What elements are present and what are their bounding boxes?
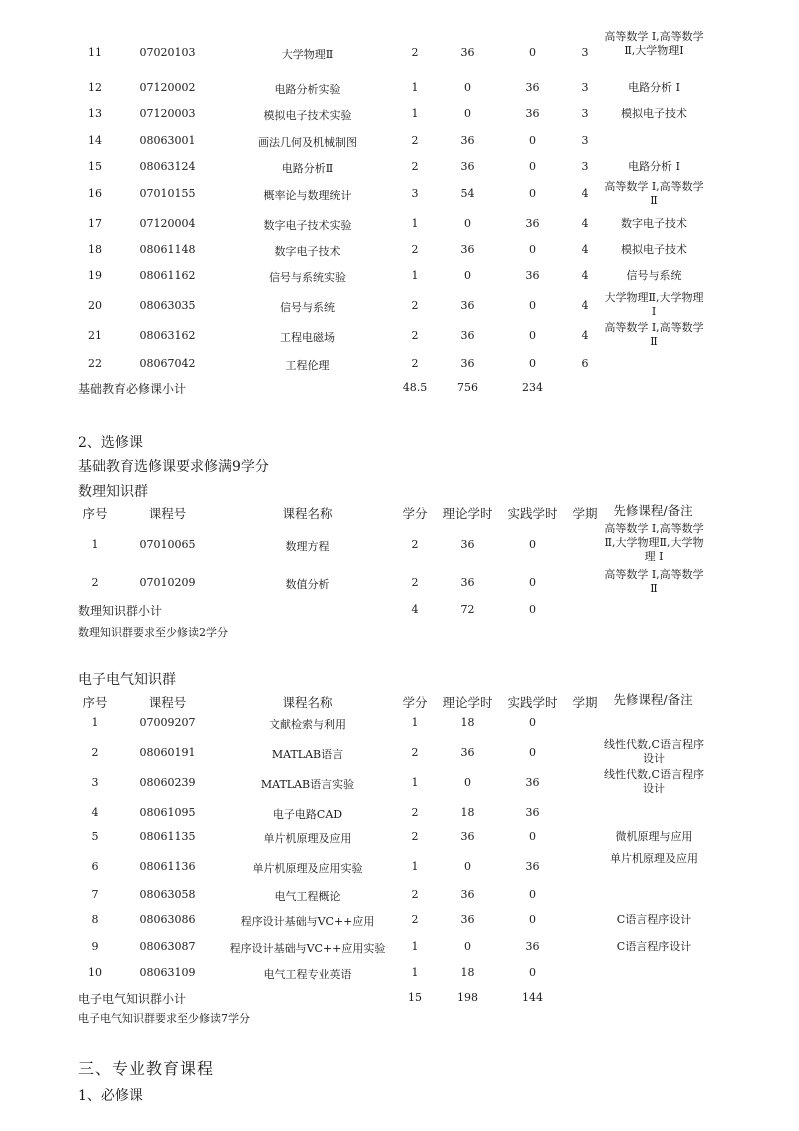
cell-code: 08063087 (139, 940, 196, 953)
cell-no: 16 (88, 187, 102, 200)
subtotal-credit: 4 (411, 603, 419, 616)
cell-theory: 36 (460, 329, 475, 342)
cell-name: 电路分析Ⅱ (281, 162, 334, 175)
cell-name: 信号与系统实验 (269, 271, 346, 284)
cell-no: 18 (88, 243, 102, 256)
subtotal-practice: 0 (529, 603, 536, 616)
cell-practice: 36 (525, 107, 540, 120)
col-semester: 学期 (572, 695, 598, 710)
cell-code: 08063086 (139, 913, 196, 926)
cell-prereq: 大学物理Ⅱ,大学物理 Ⅰ (604, 291, 704, 318)
col-code: 课程号 (148, 695, 187, 710)
cell-semester: 4 (581, 269, 589, 282)
cell-credit: 1 (411, 716, 419, 729)
cell-name: 工程伦理 (285, 359, 330, 372)
cell-practice: 0 (529, 187, 536, 200)
cell-no: 6 (91, 860, 99, 873)
cell-theory: 0 (464, 940, 471, 953)
elective-heading: 2、选修课 (78, 435, 143, 451)
cell-practice: 0 (529, 299, 536, 312)
cell-code: 07120004 (139, 217, 196, 230)
cell-no: 1 (91, 716, 99, 729)
cell-theory: 18 (460, 806, 475, 819)
cell-no: 10 (88, 966, 102, 979)
cell-prereq: 单片机原理及应用 (610, 852, 698, 865)
cell-credit: 1 (411, 81, 419, 94)
cell-practice: 0 (529, 243, 536, 256)
cell-prereq: 电路分析 Ⅰ (628, 81, 680, 94)
cell-theory: 0 (464, 776, 471, 789)
cell-no: 9 (91, 940, 99, 953)
cell-theory: 0 (464, 81, 471, 94)
cell-name: 大学物理Ⅱ (281, 48, 334, 61)
cell-practice: 0 (529, 357, 536, 370)
cell-credit: 2 (411, 830, 419, 843)
cell-name: MATLAB语言 (271, 748, 344, 761)
cell-code: 08063109 (139, 966, 196, 979)
col-code: 课程号 (148, 506, 187, 521)
cell-name: 概率论与数理统计 (263, 189, 352, 202)
cell-semester: 4 (581, 329, 589, 342)
cell-theory: 36 (460, 160, 475, 173)
cell-prereq: C语言程序设计 (616, 913, 692, 926)
required-subtotal-label: 基础教育必修课小计 (78, 382, 187, 396)
cell-practice: 36 (525, 776, 540, 789)
cell-theory: 18 (460, 716, 475, 729)
cell-no: 11 (88, 46, 102, 59)
cell-code: 07009207 (139, 716, 196, 729)
cell-prereq: 线性代数,C语言程序设计 (604, 738, 704, 765)
cell-code: 08060191 (139, 746, 196, 759)
cell-no: 12 (88, 81, 102, 94)
cell-code: 08061135 (139, 830, 196, 843)
cell-credit: 1 (411, 966, 419, 979)
cell-practice: 0 (529, 329, 536, 342)
col-semester: 学期 (572, 506, 598, 521)
cell-code: 08061148 (139, 243, 196, 256)
cell-name: 画法几何及机械制图 (258, 136, 357, 149)
col-no: 序号 (82, 695, 108, 710)
col-name: 课程名称 (282, 506, 333, 521)
cell-name: 数字电子技术 (274, 245, 341, 258)
cell-semester: 3 (581, 160, 589, 173)
cell-prereq: 高等数学 Ⅰ,高等数学Ⅱ,大学物理Ⅰ (604, 30, 704, 57)
cell-no: 15 (88, 160, 102, 173)
cell-practice: 36 (525, 269, 540, 282)
math-group-title: 数理知识群 (78, 484, 148, 500)
cell-semester: 4 (581, 243, 589, 256)
cell-prereq: C语言程序设计 (616, 940, 692, 953)
cell-credit: 2 (411, 329, 419, 342)
cell-semester: 6 (581, 357, 589, 370)
cell-prereq: 高等数学 Ⅰ,高等数学Ⅱ (604, 180, 704, 207)
cell-credit: 2 (411, 888, 419, 901)
cell-practice: 0 (529, 134, 536, 147)
cell-prereq: 信号与系统 (626, 269, 682, 282)
cell-no: 2 (91, 576, 99, 589)
cell-no: 2 (91, 746, 99, 759)
cell-name: 文献检索与利用 (269, 718, 346, 731)
ee-subtotal-label: 电子电气知识群小计 (78, 992, 187, 1006)
cell-name: 电路分析实验 (274, 83, 341, 96)
cell-theory: 36 (460, 134, 475, 147)
cell-prereq: 电路分析 Ⅰ (628, 160, 680, 173)
cell-practice: 36 (525, 806, 540, 819)
cell-name: 模拟电子技术实验 (263, 109, 352, 122)
subtotal-credit: 15 (408, 991, 422, 1004)
cell-name: 信号与系统 (280, 301, 335, 314)
cell-theory: 0 (464, 107, 471, 120)
cell-no: 21 (88, 329, 102, 342)
col-theory: 理论学时 (442, 695, 493, 710)
cell-prereq: 高等数学 Ⅰ,高等数学Ⅱ,大学物理Ⅱ,大学物理 Ⅰ (604, 522, 704, 563)
cell-practice: 0 (529, 966, 536, 979)
subtotal-credit: 48.5 (402, 381, 428, 394)
cell-practice: 0 (529, 538, 536, 551)
cell-code: 07120003 (139, 107, 196, 120)
cell-name: 单片机原理及应用实验 (252, 862, 363, 875)
cell-code: 08067042 (139, 357, 196, 370)
subtotal-practice: 144 (522, 991, 543, 1004)
cell-credit: 2 (411, 134, 419, 147)
cell-theory: 36 (460, 913, 475, 926)
cell-name: 电子电路CAD (272, 808, 343, 821)
cell-code: 08063035 (139, 299, 196, 312)
elective-requirement: 基础教育选修课要求修满9学分 (78, 459, 269, 475)
cell-credit: 1 (411, 860, 419, 873)
cell-credit: 1 (411, 776, 419, 789)
cell-no: 4 (91, 806, 99, 819)
cell-theory: 0 (464, 217, 471, 230)
cell-practice: 0 (529, 46, 536, 59)
cell-semester: 3 (581, 107, 589, 120)
col-name: 课程名称 (282, 695, 333, 710)
cell-no: 19 (88, 269, 102, 282)
cell-theory: 36 (460, 830, 475, 843)
cell-code: 07010065 (139, 538, 196, 551)
cell-prereq: 高等数学 Ⅰ,高等数学Ⅱ (604, 321, 704, 348)
cell-practice: 0 (529, 830, 536, 843)
cell-semester: 3 (581, 134, 589, 147)
col-theory: 理论学时 (442, 506, 493, 521)
cell-code: 08060239 (139, 776, 196, 789)
cell-no: 22 (88, 357, 102, 370)
col-credit: 学分 (402, 695, 428, 710)
subtotal-practice: 234 (522, 381, 543, 394)
math-group-note: 数理知识群要求至少修读2学分 (78, 626, 228, 639)
cell-code: 08061095 (139, 806, 196, 819)
col-no: 序号 (82, 506, 108, 521)
col-practice: 实践学时 (507, 695, 558, 710)
math-subtotal-label: 数理知识群小计 (78, 604, 163, 618)
cell-credit: 2 (411, 576, 419, 589)
cell-code: 07020103 (139, 46, 196, 59)
cell-no: 13 (88, 107, 102, 120)
cell-name: 电气工程专业英语 (263, 968, 352, 981)
cell-credit: 2 (411, 806, 419, 819)
subtotal-theory: 72 (460, 603, 475, 616)
cell-prereq: 高等数学 Ⅰ,高等数学Ⅱ (604, 568, 704, 595)
cell-practice: 0 (529, 576, 536, 589)
cell-no: 3 (91, 776, 99, 789)
cell-no: 14 (88, 134, 102, 147)
ee-group-title: 电子电气知识群 (78, 672, 176, 688)
cell-theory: 36 (460, 538, 475, 551)
cell-name: 电气工程概论 (274, 890, 341, 903)
cell-credit: 1 (411, 269, 419, 282)
cell-practice: 0 (529, 913, 536, 926)
cell-no: 20 (88, 299, 102, 312)
cell-credit: 2 (411, 357, 419, 370)
cell-code: 07010209 (139, 576, 196, 589)
cell-practice: 36 (525, 860, 540, 873)
cell-no: 8 (91, 913, 99, 926)
cell-code: 07120002 (139, 81, 196, 94)
col-practice: 实践学时 (507, 506, 558, 521)
cell-theory: 0 (464, 269, 471, 282)
cell-semester: 3 (581, 46, 589, 59)
cell-theory: 54 (460, 187, 475, 200)
cell-credit: 2 (411, 299, 419, 312)
cell-prereq: 线性代数,C语言程序设计 (604, 768, 704, 795)
ee-group-note: 电子电气知识群要求至少修读7学分 (78, 1012, 250, 1025)
col-prereq: 先修课程/备注 (613, 503, 693, 518)
cell-code: 08061162 (139, 269, 196, 282)
cell-code: 08063058 (139, 888, 196, 901)
cell-credit: 1 (411, 940, 419, 953)
cell-theory: 36 (460, 243, 475, 256)
section3-subheading: 1、必修课 (78, 1088, 143, 1104)
cell-theory: 36 (460, 46, 475, 59)
cell-name: 数值分析 (285, 578, 330, 591)
cell-no: 7 (91, 888, 99, 901)
cell-name: 程序设计基础与VC++应用 (240, 915, 375, 928)
cell-theory: 36 (460, 357, 475, 370)
cell-practice: 36 (525, 940, 540, 953)
cell-theory: 36 (460, 746, 475, 759)
cell-name: 程序设计基础与VC++应用实验 (229, 942, 386, 955)
cell-code: 08063124 (139, 160, 196, 173)
cell-credit: 2 (411, 243, 419, 256)
cell-theory: 18 (460, 966, 475, 979)
cell-theory: 36 (460, 299, 475, 312)
cell-credit: 2 (411, 746, 419, 759)
cell-semester: 4 (581, 299, 589, 312)
cell-code: 07010155 (139, 187, 196, 200)
subtotal-theory: 198 (457, 991, 478, 1004)
cell-semester: 3 (581, 81, 589, 94)
cell-credit: 2 (411, 160, 419, 173)
cell-no: 1 (91, 538, 99, 551)
cell-code: 08063162 (139, 329, 196, 342)
cell-semester: 4 (581, 187, 589, 200)
cell-theory: 0 (464, 860, 471, 873)
cell-prereq: 模拟电子技术 (621, 107, 687, 120)
section3-heading: 三、专业教育课程 (78, 1059, 215, 1078)
cell-credit: 1 (411, 217, 419, 230)
cell-practice: 0 (529, 746, 536, 759)
cell-practice: 0 (529, 888, 536, 901)
cell-practice: 0 (529, 716, 536, 729)
subtotal-theory: 756 (457, 381, 478, 394)
cell-prereq: 数字电子技术 (621, 217, 687, 230)
cell-name: 单片机原理及应用 (263, 832, 352, 845)
cell-practice: 0 (529, 160, 536, 173)
cell-credit: 2 (411, 913, 419, 926)
cell-theory: 36 (460, 888, 475, 901)
cell-no: 17 (88, 217, 102, 230)
cell-name: 数字电子技术实验 (263, 219, 352, 232)
cell-code: 08063001 (139, 134, 196, 147)
cell-credit: 1 (411, 107, 419, 120)
cell-prereq: 模拟电子技术 (621, 243, 687, 256)
cell-credit: 2 (411, 46, 419, 59)
cell-semester: 4 (581, 217, 589, 230)
cell-no: 5 (91, 830, 99, 843)
col-credit: 学分 (402, 506, 428, 521)
col-prereq: 先修课程/备注 (613, 692, 693, 707)
cell-theory: 36 (460, 576, 475, 589)
cell-credit: 2 (411, 538, 419, 551)
cell-name: MATLAB语言实验 (260, 778, 355, 791)
cell-prereq: 微机原理与应用 (615, 830, 693, 843)
cell-name: 工程电磁场 (280, 331, 335, 344)
cell-credit: 3 (411, 187, 419, 200)
cell-practice: 36 (525, 217, 540, 230)
cell-code: 08061136 (139, 860, 196, 873)
cell-name: 数理方程 (285, 540, 330, 553)
cell-practice: 36 (525, 81, 540, 94)
